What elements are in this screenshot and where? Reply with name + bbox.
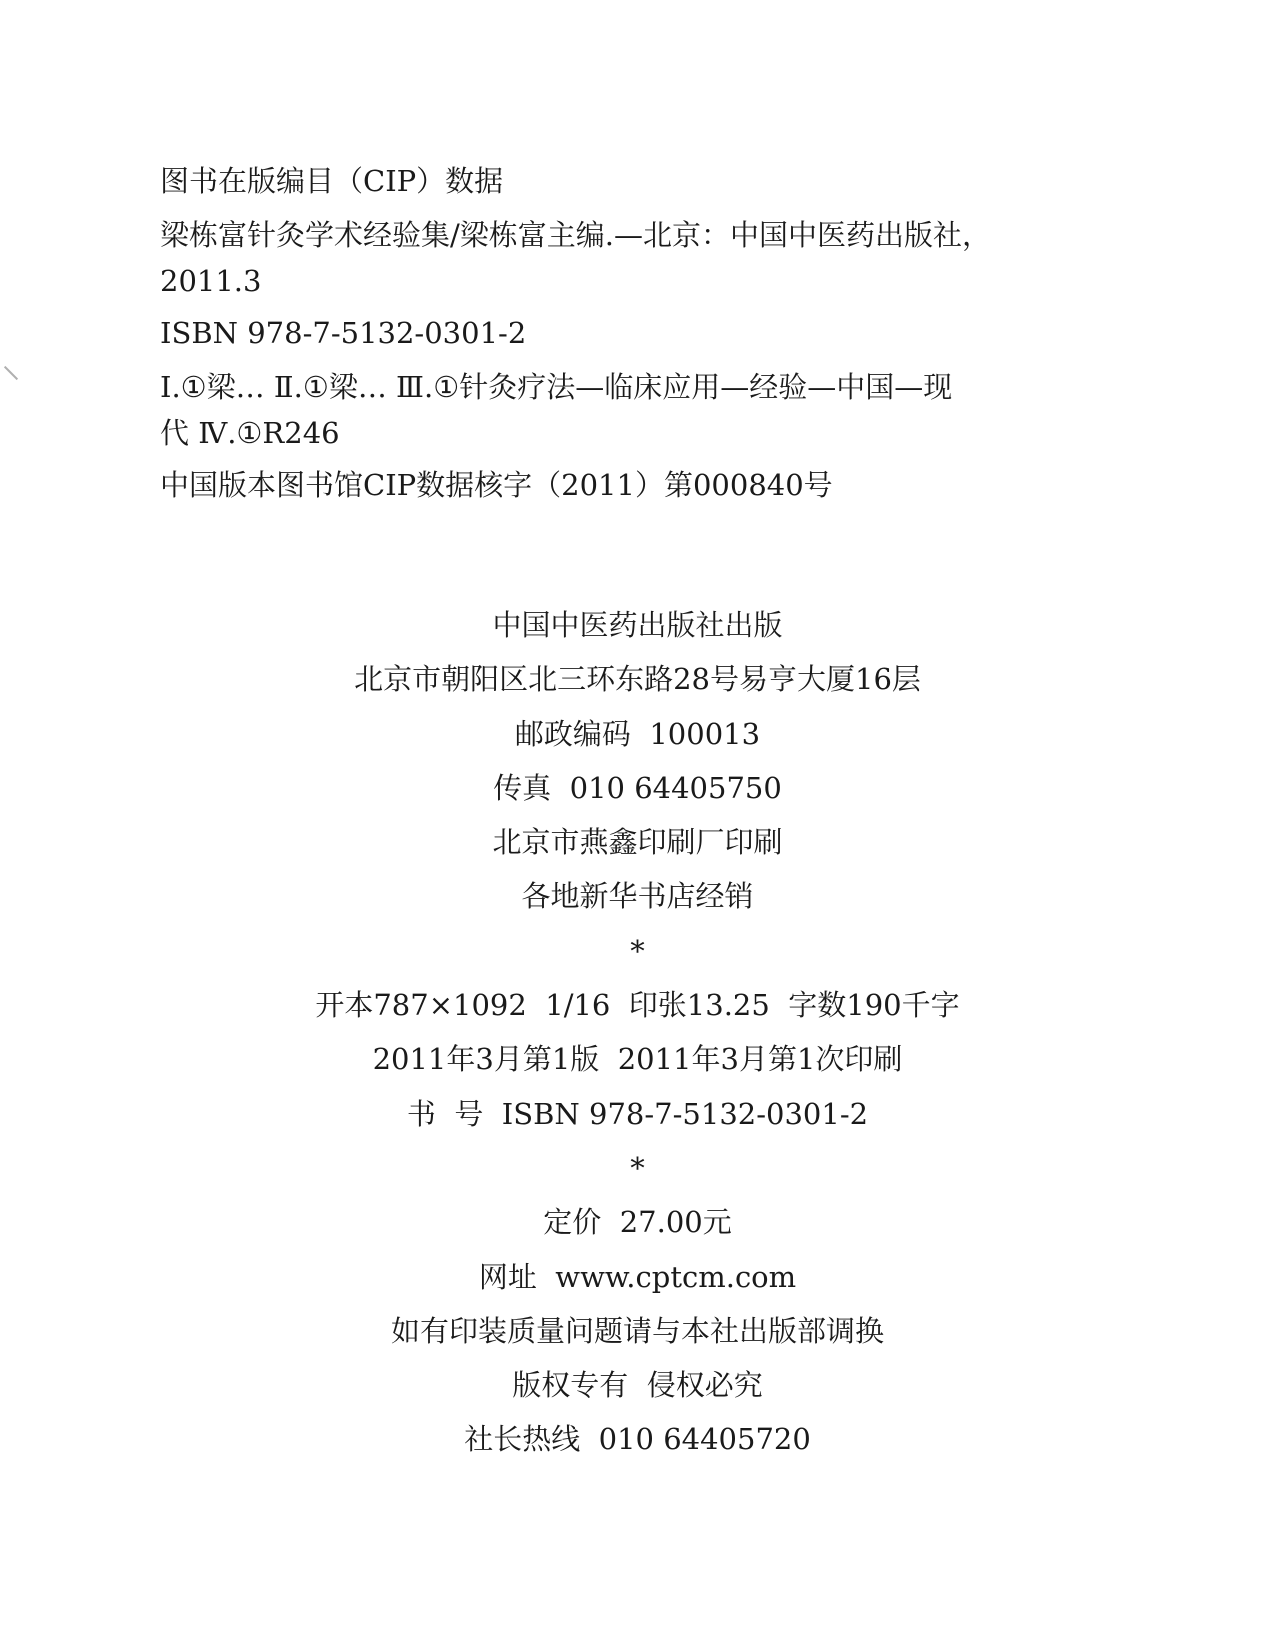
cip-title-line-1: 梁栋富针灸学术经验集/梁栋富主编.—北京：中国中医药出版社， — [160, 218, 991, 252]
cip-number: 中国版本图书馆CIP数据核字（2011）第000840号 — [160, 468, 833, 502]
cip-classification — [160, 364, 1120, 456]
hotline-line: 社长热线 010 64405720 — [464, 1422, 811, 1457]
cip-classification-line-1: Ⅰ.①梁… Ⅱ.①梁… Ⅲ.①针灸疗法—临床应用—经验—中国—现 — [160, 370, 953, 404]
quality-note-line: 如有印装质量问题请与本社出版部调换 — [390, 1313, 884, 1348]
price-line: 定价 27.00元 — [543, 1205, 732, 1240]
fax-line: 传真 010 64405750 — [493, 770, 782, 805]
format-line: 开本787×1092 1/16 印张13.25 字数190千字 — [315, 988, 960, 1023]
distributor-line: 各地新华书店经销 — [521, 879, 754, 914]
book-number-line: 书 号 ISBN 978-7-5132-0301-2 — [406, 1096, 869, 1131]
cip-classification-line-2: 代 Ⅳ.①R246 — [160, 416, 340, 450]
printer-line: 北京市燕鑫印刷厂印刷 — [492, 825, 783, 860]
cip-isbn: ISBN 978-7-5132-0301-2 — [160, 316, 527, 350]
copyright-line: 版权专有 侵权必究 — [512, 1368, 763, 1403]
cip-data-block — [160, 158, 1120, 516]
scan-artifact-mark — [4, 366, 18, 380]
edition-line: 2011年3月第1版 2011年3月第1次印刷 — [372, 1042, 903, 1077]
website-line: 网址 www.cptcm.com — [478, 1259, 797, 1294]
separator-asterisk: * — [630, 933, 645, 968]
separator-asterisk: * — [630, 1150, 645, 1185]
address-line: 北京市朝阳区北三环东路28号易亨大厦16层 — [354, 662, 921, 697]
publisher-line: 中国中医药出版社出版 — [492, 608, 783, 642]
cip-heading: 图书在版编目（CIP）数据 — [160, 164, 504, 198]
cip-title-entry — [160, 212, 1120, 304]
imprint-block — [0, 598, 1275, 1467]
cip-title-line-2: 2011.3 — [160, 264, 262, 298]
postcode-line: 邮政编码 100013 — [514, 716, 761, 751]
